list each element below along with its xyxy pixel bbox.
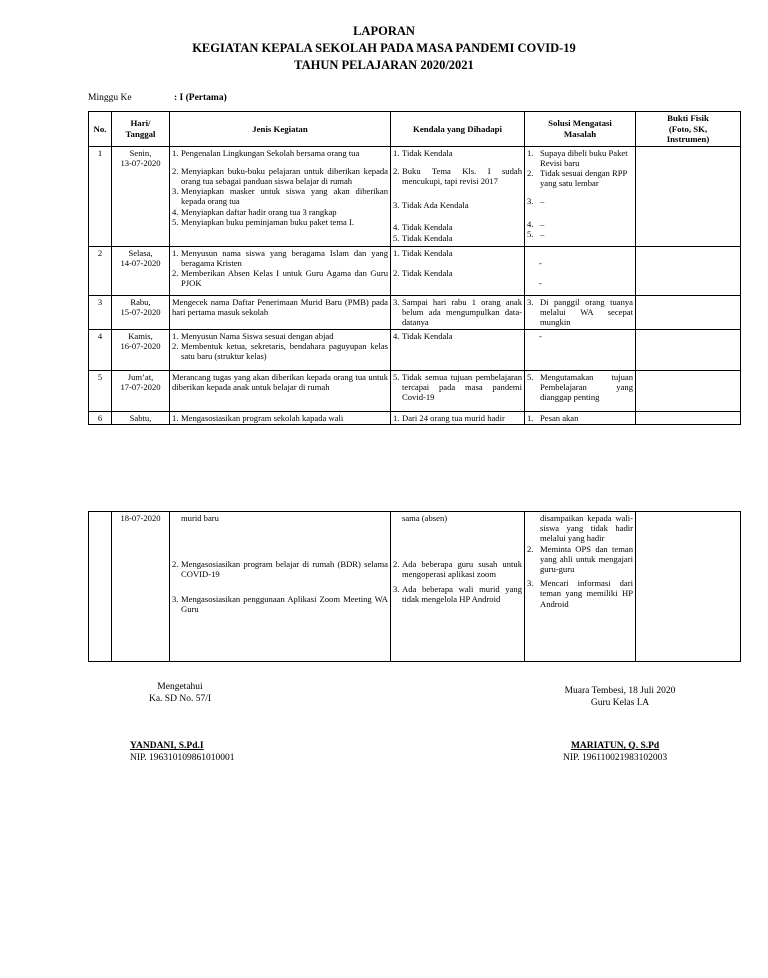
row-day: 18-07-2020 — [112, 512, 170, 662]
activity-table-part1 — [88, 111, 741, 425]
sig-right-nip: NIP. 196110021983102003 — [563, 753, 668, 763]
row-activity: 1. Pengenalan Lingkungan Sekolah bersama orang tua 2. Menyiapkan buku-buku pelajaran untuk diberikan kepada orang tua sebagai panduan siswa belajar di rumah 3. Menyiapkan masker untuk siswa yang akan diberikan kepada orang tua 4. Menyiapkan daftar hadir orang tua 3 rangkap 5. Menyiapkan buku peminjaman buku paket tema I. — [170, 146, 391, 246]
table-row — [89, 411, 741, 424]
table-row — [89, 512, 741, 662]
sig-right-line1: Muara Tembesi, 18 Juli 2020 — [564, 686, 676, 696]
sig-right-line2: Guru Kelas I.A — [590, 698, 650, 708]
row-proof — [636, 295, 741, 329]
row-obstacle: 5. Tidak semua tujuan pembelajaran tercapai pada masa pandemi Covid-19 — [391, 370, 525, 411]
activity-table-part2 — [88, 511, 741, 662]
signature-left-name — [130, 740, 235, 764]
sig-left-nip: NIP. 196310109861010001 — [130, 753, 235, 763]
row-obstacle: 1. Dari 24 orang tua murid hadir — [391, 411, 525, 424]
row-proof — [636, 246, 741, 295]
signature-right — [540, 685, 700, 709]
header-obstacle: Kendala yang Dihadapi — [391, 112, 525, 147]
row-no: 2 — [89, 246, 112, 295]
row-no: 1 — [89, 146, 112, 246]
row-solution: disampaikan kepada wali-siswa yang tidak hadir melalui yang hadir 2. Meminta OPS dan teman yang ahli untuk mengajari guru-guru 3. Mencari informasi dari teman yang memiliki HP Android — [525, 512, 636, 662]
row-proof — [636, 146, 741, 246]
report-title: LAPORAN — [353, 24, 415, 38]
row-solution: 5. Mengutamakan tujuan Pembelajaran yang dianggap penting — [525, 370, 636, 411]
row-day: Senin, 13-07-2020 — [112, 146, 170, 246]
table-header-row — [89, 112, 741, 147]
row-day: Rabu, 15-07-2020 — [112, 295, 170, 329]
row-solution: 1. Pesan akan — [525, 411, 636, 424]
table-row — [89, 246, 741, 295]
week-value: : I (Pertama) — [174, 93, 227, 103]
row-activity: 1. Menyusun Nama Siswa sesuai dengan abjad 2. Membentuk ketua, sekretaris, bendahara paguyupan kelas satu baru (struktur kelas) — [170, 329, 391, 370]
header-day: Hari/ Tanggal — [112, 112, 170, 147]
table-row — [89, 146, 741, 246]
row-day: Sabtu, — [112, 411, 170, 424]
sig-left-line2: Ka. SD No. 57/I — [148, 694, 211, 704]
header-solution: Solusi Mengatasi Masalah — [525, 112, 636, 147]
row-activity: murid baru 2. Mengasosiasikan program belajar di rumah (BDR) selama COVID-19 3. Mengasosiasikan penggunaan Aplikasi Zoom Meeting WA Guru — [170, 512, 391, 662]
row-solution: - - — [525, 246, 636, 295]
row-solution: - — [525, 329, 636, 370]
row-activity: Merancang tugas yang akan diberikan kepada orang tua untuk diberikan kepada anak untuk belajar di rumah — [170, 370, 391, 411]
row-proof — [636, 512, 741, 662]
row-day: Jum’at, 17-07-2020 — [112, 370, 170, 411]
row-activity: Mengecek nama Daftar Penerimaan Murid Baru (PMB) pada hari pertama masuk sekolah — [170, 295, 391, 329]
row-no: 4 — [89, 329, 112, 370]
row-activity: 1. Mengasosiasikan program sekolah kapada wali — [170, 411, 391, 424]
signature-left — [120, 681, 240, 705]
row-obstacle: 1. Tidak Kendala 2. Buku Tema Kls. I sudah mencukupi, tapi revisi 2017 3. Tidak Ada Kendala 4. Tidak Kendala 5. Tidak Kendala — [391, 146, 525, 246]
row-obstacle: 4. Tidak Kendala — [391, 329, 525, 370]
header-activity: Jenis Kegiatan — [170, 112, 391, 147]
row-no: 3 — [89, 295, 112, 329]
header-no: No. — [89, 112, 112, 147]
report-year: TAHUN PELAJARAN 2020/2021 — [294, 58, 474, 72]
row-proof — [636, 329, 741, 370]
sig-left-line1: Mengetahui — [157, 682, 203, 692]
header-proof: Bukti Fisik (Foto, SK, Instrumen) — [636, 112, 741, 147]
row-day: Kamis, 16-07-2020 — [112, 329, 170, 370]
table-row — [89, 370, 741, 411]
table-row — [89, 329, 741, 370]
row-proof — [636, 411, 741, 424]
row-solution: 3. Di panggil orang tuanya melalui WA secepat mungkin — [525, 295, 636, 329]
row-no: 6 — [89, 411, 112, 424]
row-no: 5 — [89, 370, 112, 411]
row-day: Selasa, 14-07-2020 — [112, 246, 170, 295]
week-line — [88, 93, 227, 103]
sig-left-name: YANDANI, S.Pd.I — [130, 741, 204, 751]
row-obstacle: 3. Sampai hari rabu 1 orang anak belum ada mengumpulkan data-datanya — [391, 295, 525, 329]
week-label: Minggu Ke — [88, 93, 132, 103]
row-no — [89, 512, 112, 662]
signature-right-name — [563, 740, 667, 764]
row-obstacle: sama (absen) 2. Ada beberapa guru susah untuk mengoperasi aplikasi zoom 3. Ada beberapa wali murid yang tidak mengelola HP Android — [391, 512, 525, 662]
row-activity: 1. Menyusun nama siswa yang beragama Islam dan yang beragama Kristen 2. Memberikan Absen Kelas I untuk Guru Agama dan Guru PJOK — [170, 246, 391, 295]
row-solution: 1. Supaya dibeli buku Paket Revisi baru 2. Tidak sesuai dengan RPP yang satu lembar 3. – 4. – 5. – — [525, 146, 636, 246]
sig-right-name: MARIATUN, Q. S.Pd — [570, 741, 660, 751]
report-subtitle: KEGIATAN KEPALA SEKOLAH PADA MASA PANDEMI COVID-19 — [192, 41, 576, 55]
row-obstacle: 1. Tidak Kendala 2. Tidak Kendala — [391, 246, 525, 295]
row-proof — [636, 370, 741, 411]
table-row — [89, 295, 741, 329]
